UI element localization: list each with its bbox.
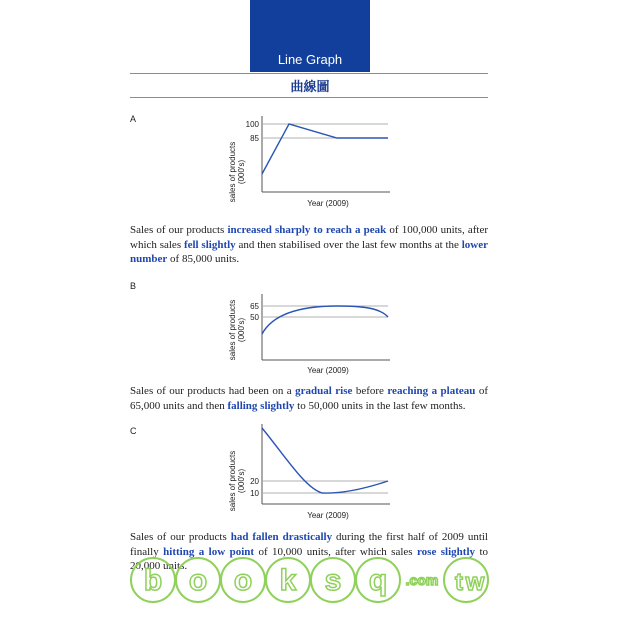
graph-b-yunit: (000's) (237, 317, 246, 343)
highlight-a-3: lower number (130, 238, 489, 265)
wm-letter-7: t (455, 569, 463, 596)
graph-c-svg (225, 418, 395, 524)
graph-c-ylabel: sales of products (228, 450, 237, 512)
graph-b-label: B (130, 281, 137, 291)
graph-a-yunit: (000's) (237, 159, 246, 185)
graph-c (225, 418, 395, 529)
wm-letter-3: o (233, 564, 253, 597)
watermark (128, 552, 498, 608)
graph-b-line (262, 306, 388, 334)
graph-b-description (130, 384, 488, 413)
graph-b-ylabel: sales of products (228, 299, 237, 361)
text-b-4: to 50,000 units in the last few months. (294, 399, 466, 412)
wm-letter-8: w (465, 569, 485, 596)
text-b-1: Sales of our products had been on a (130, 385, 296, 397)
highlight-c-3: rose slightly (417, 545, 476, 558)
graph-c-tick-2: 10 (250, 489, 259, 498)
divider-top (130, 73, 488, 74)
graph-b-svg (225, 290, 395, 380)
highlight-b-3: falling slightly (227, 399, 295, 412)
graph-b (225, 290, 395, 385)
highlight-a-1: increased sharply to reach a peak (227, 224, 387, 236)
graph-b-xlabel: Year (2009) (307, 366, 349, 375)
wm-letter-1: b (143, 564, 163, 597)
graph-a (225, 112, 395, 217)
text-a-1: Sales of our products (130, 224, 228, 236)
wm-letter-2: o (188, 564, 208, 597)
graph-c-tick-1: 20 (250, 477, 259, 486)
text-c-4: to 20,000 units. (130, 545, 488, 572)
text-b-3: of 65,000 units and then (130, 385, 488, 412)
text-c-3: of 10,000 units, after which sales (254, 545, 417, 558)
graph-a-description (130, 223, 488, 267)
text-b-2: before (352, 385, 388, 397)
page-title: Line Graph (277, 52, 343, 67)
wm-letter-6: q (368, 564, 388, 597)
graph-b-tick-2: 50 (250, 313, 259, 322)
graph-a-tick-2: 85 (250, 134, 259, 143)
text-a-3: and then stabilised over the last few months at the (235, 238, 462, 251)
graph-c-xlabel: Year (2009) (307, 511, 349, 520)
graph-a-label: A (130, 114, 137, 124)
graph-a-tick-1: 100 (245, 120, 259, 129)
highlight-b-2: reaching a plateau (387, 385, 476, 397)
text-c-2: during the first half of 2009 until finally (130, 531, 488, 558)
graph-a-xlabel: Year (2009) (307, 199, 349, 208)
highlight-c-2: hitting a low point (163, 545, 255, 558)
graph-a-ylabel: sales of products (228, 141, 237, 203)
graph-c-yunit: (000's) (237, 468, 246, 494)
graph-a-line (262, 124, 388, 174)
wm-com: .com (405, 572, 439, 588)
graph-b-tick-1: 65 (250, 302, 259, 311)
highlight-a-2: fell slightly (183, 238, 236, 251)
text-c-1: Sales of our products (130, 531, 231, 543)
text-a-2: of 100,000 units, after which sales (130, 224, 488, 251)
wm-letter-5: s (324, 564, 342, 597)
highlight-b-1: gradual rise (295, 385, 353, 397)
divider-bottom (130, 97, 488, 98)
graph-c-label: C (130, 426, 137, 436)
text-a-4: of 85,000 units. (167, 253, 240, 265)
graph-a-svg (225, 112, 395, 212)
page-subtitle: 曲線圖 (290, 80, 330, 95)
wm-letter-4: k (279, 564, 297, 597)
graph-c-line (262, 428, 388, 493)
highlight-c-1: had fallen drastically (230, 531, 333, 543)
